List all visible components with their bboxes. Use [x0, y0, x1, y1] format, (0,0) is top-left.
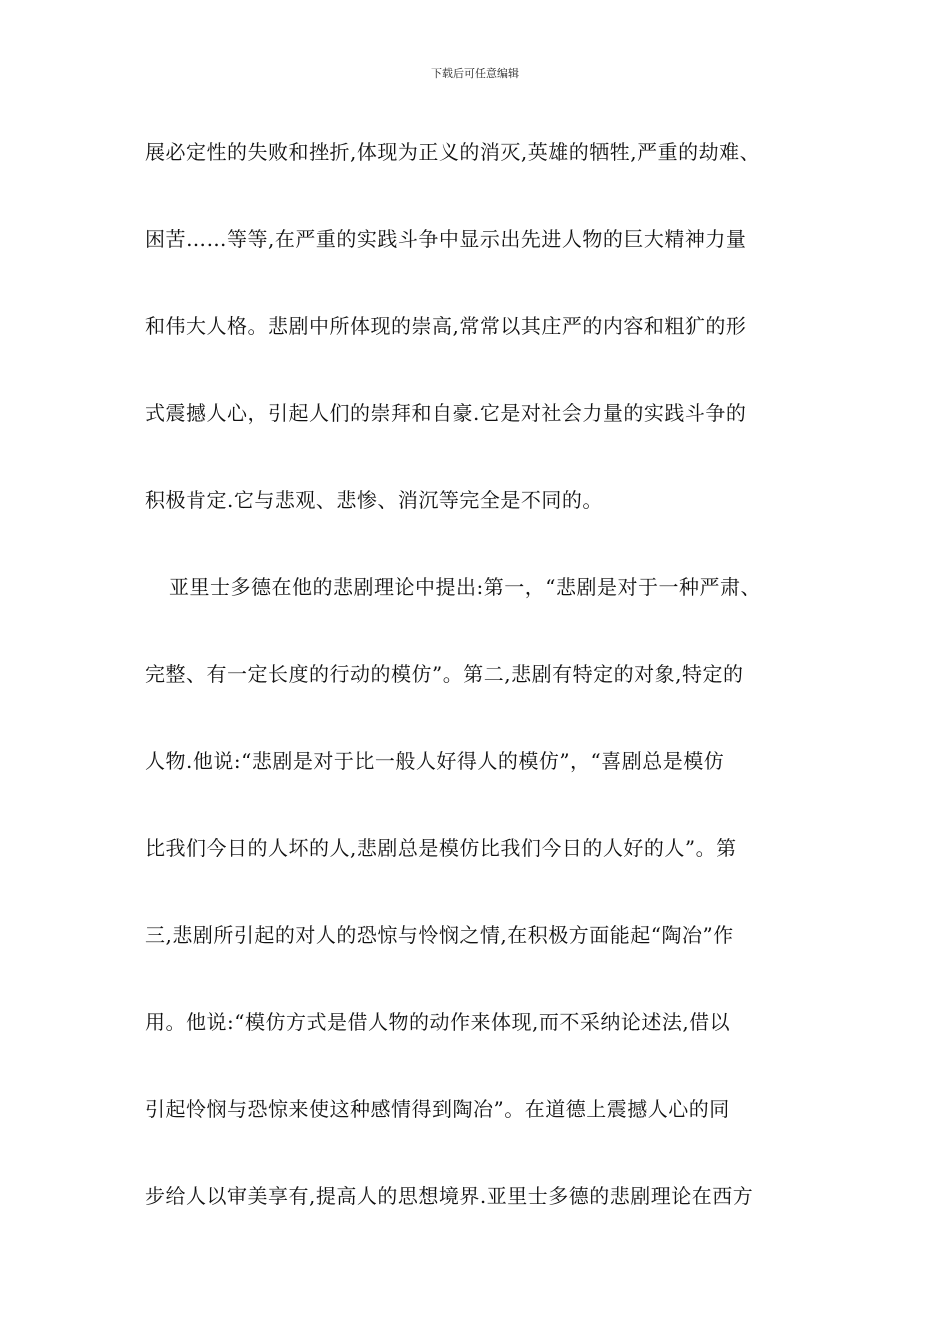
- paragraph-first-line: 亚里士多德在他的悲剧理论中提出:第一，“悲剧是对于一种严肃、: [169, 575, 761, 599]
- text-line: 积极肯定.它与悲观、悲惨、消沉等完全是不同的。: [145, 488, 603, 512]
- text-line: 和伟大人格。悲剧中所体现的崇高,常常以其庄严的内容和粗犷的形: [145, 314, 747, 338]
- text-line: 人物.他说:“悲剧是对于比一般人好得人的模仿”，“喜剧总是模仿: [145, 749, 725, 773]
- text-line: 完整、有一定长度的行动的模仿”。第二,悲剧有特定的对象,特定的: [145, 662, 744, 686]
- text-line: 困苦……等等,在严重的实践斗争中显示出先进人物的巨大精神力量: [145, 227, 747, 251]
- text-line: 比我们今日的人坏的人,悲剧总是模仿比我们今日的人好的人”。第: [145, 836, 737, 860]
- text-line: 引起怜悯与恐惊来使这种感情得到陶冶”。在道德上震撼人心的同: [145, 1097, 730, 1121]
- text-line: 三,悲剧所引起的对人的恐惊与怜悯之情,在积极方面能起“陶冶”作: [145, 923, 734, 947]
- text-line: 式震撼人心，引起人们的崇拜和自豪.它是对社会力量的实践斗争的: [145, 401, 747, 425]
- text-line: 步给人以审美享有,提高人的思想境界.亚里士多德的悲剧理论在西方: [145, 1184, 754, 1208]
- text-line: 展必定性的失败和挫折,体现为正义的消灭,英雄的牺牲,严重的劫难、: [145, 140, 761, 164]
- page-header: 下载后可任意编辑: [431, 67, 519, 80]
- text-line: 用。他说:“模仿方式是借人物的动作来体现,而不采纳论述法,借以: [145, 1010, 731, 1034]
